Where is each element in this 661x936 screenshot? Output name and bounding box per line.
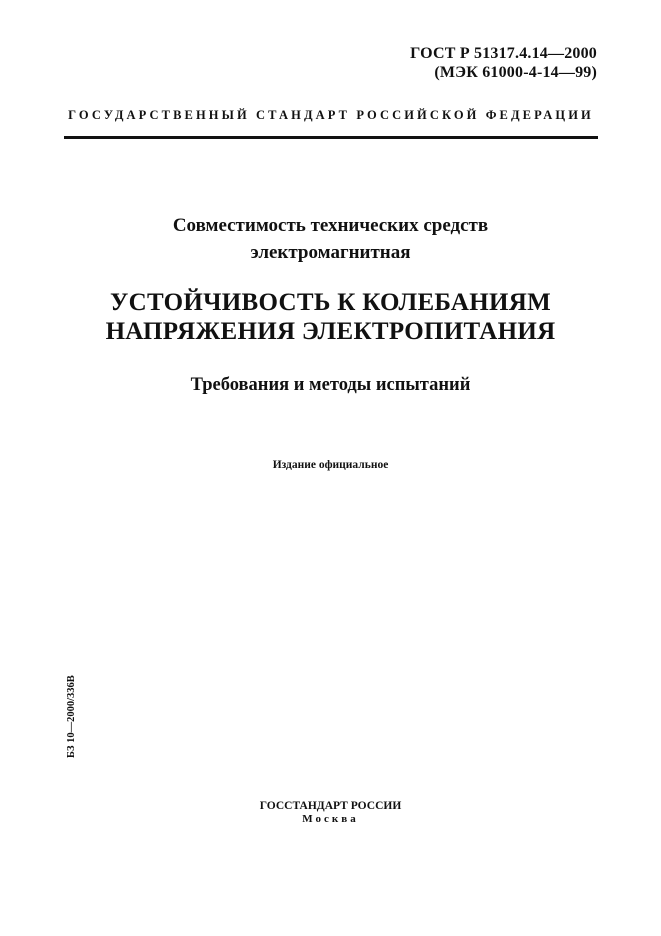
- horizontal-rule: [64, 136, 598, 139]
- edition-note: Издание официальное: [272, 459, 389, 471]
- main-title-line-2: НАПРЯЖЕНИЯ ЭЛЕКТРОПИТАНИЯ: [105, 318, 556, 345]
- publisher-name: ГОССТАНДАРТ РОССИИ: [259, 800, 402, 812]
- publisher-city: Москва: [302, 813, 359, 825]
- subject-heading: [0, 212, 661, 266]
- main-title: [0, 288, 661, 346]
- subject-line-1: Совместимость технических средств: [172, 215, 489, 236]
- subject-line-2: электромагнитная: [250, 242, 411, 263]
- standard-number: ГОСТ Р 51317.4.14—2000: [410, 45, 597, 62]
- main-title-line-1: УСТОЙЧИВОСТЬ К КОЛЕБАНИЯМ: [109, 289, 552, 316]
- subtitle: Требования и методы испытаний: [190, 375, 471, 395]
- organization-heading: ГОСУДАРСТВЕННЫЙ СТАНДАРТ РОССИЙСКОЙ ФЕДЕРАЦИИ: [68, 108, 594, 122]
- standard-number-block: [410, 44, 597, 82]
- iec-number: (МЭК 61000-4-14—99): [434, 64, 597, 81]
- side-code-label: БЗ 10—2000/336В: [66, 675, 77, 758]
